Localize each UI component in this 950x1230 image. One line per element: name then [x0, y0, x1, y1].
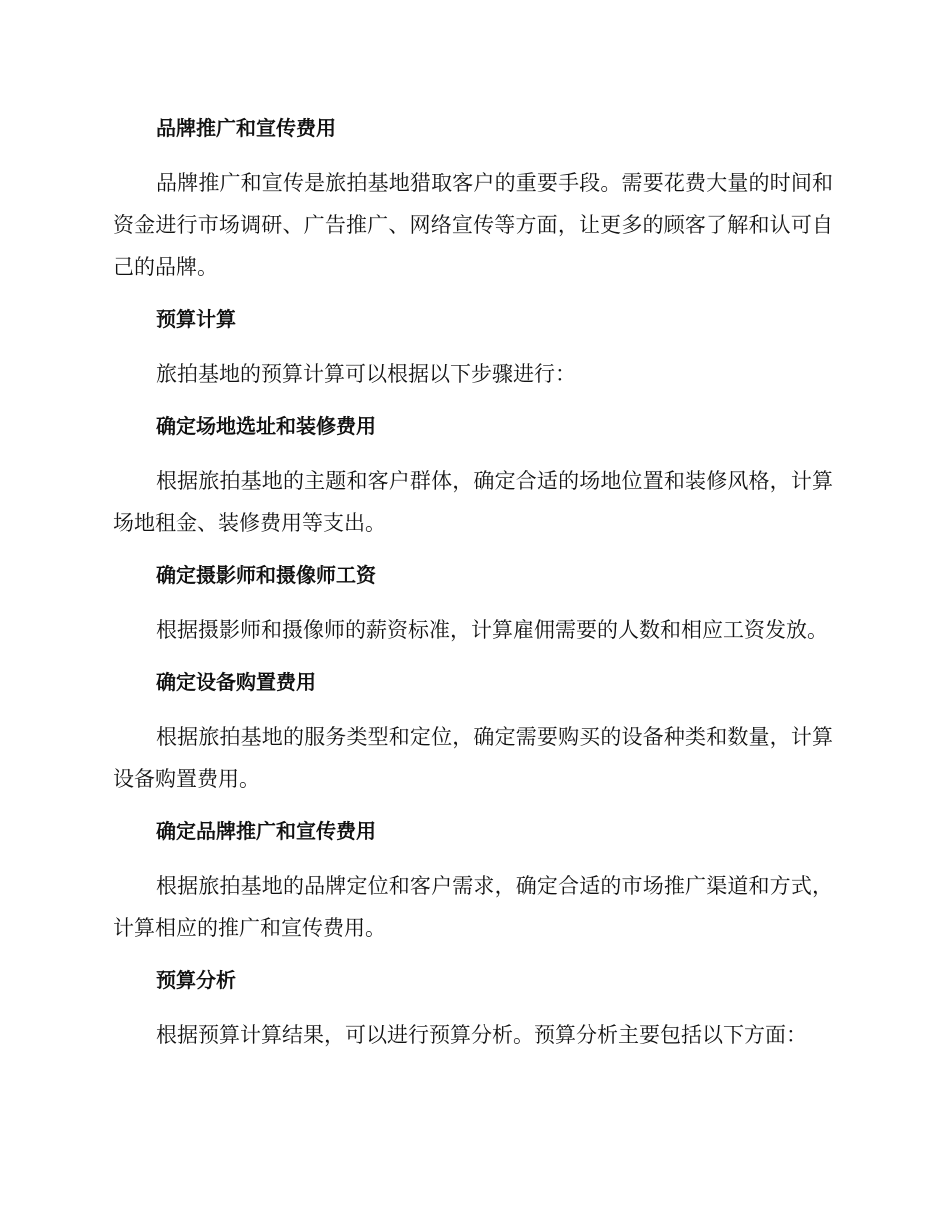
section-paragraph-venue-cost: 根据旅拍基地的主题和客户群体，确定合适的场地位置和装修风格，计算场地租金、装修费用等支出。 — [113, 469, 833, 535]
section-paragraph-brand-promotion: 品牌推广和宣传是旅拍基地猎取客户的重要手段。需要花费大量的时间和资金进行市场调研、广告推广、网络宣传等方面，让更多的顾客了解和认可自己的品牌。 — [113, 171, 833, 279]
section-heading-promotion-cost: 确定品牌推广和宣传费用 — [156, 819, 376, 843]
section-heading-budget-analysis: 预算分析 — [156, 968, 236, 992]
section-paragraph-equipment-cost: 根据旅拍基地的服务类型和定位，确定需要购买的设备种类和数量，计算设备购置费用。 — [113, 725, 833, 791]
section-heading-brand-promotion: 品牌推广和宣传费用 — [156, 116, 336, 140]
section-paragraph-budget-calculation: 旅拍基地的预算计算可以根据以下步骤进行： — [156, 362, 576, 386]
section-paragraph-promotion-cost: 根据旅拍基地的品牌定位和客户需求，确定合适的市场推广渠道和方式，计算相应的推广和宣传费用。 — [113, 874, 833, 940]
section-paragraph-budget-analysis: 根据预算计算结果，可以进行预算分析。预算分析主要包括以下方面： — [156, 1023, 807, 1047]
section-heading-venue-cost: 确定场地选址和装修费用 — [156, 414, 376, 438]
document-body — [113, 110, 833, 1056]
section-heading-budget-calculation: 预算计算 — [156, 307, 236, 331]
section-heading-photographer-salary: 确定摄影师和摄像师工资 — [156, 563, 376, 587]
section-paragraph-photographer-salary: 根据摄影师和摄像师的薪资标准，计算雇佣需要的人数和相应工资发放。 — [156, 618, 828, 642]
section-heading-equipment-cost: 确定设备购置费用 — [156, 670, 316, 694]
